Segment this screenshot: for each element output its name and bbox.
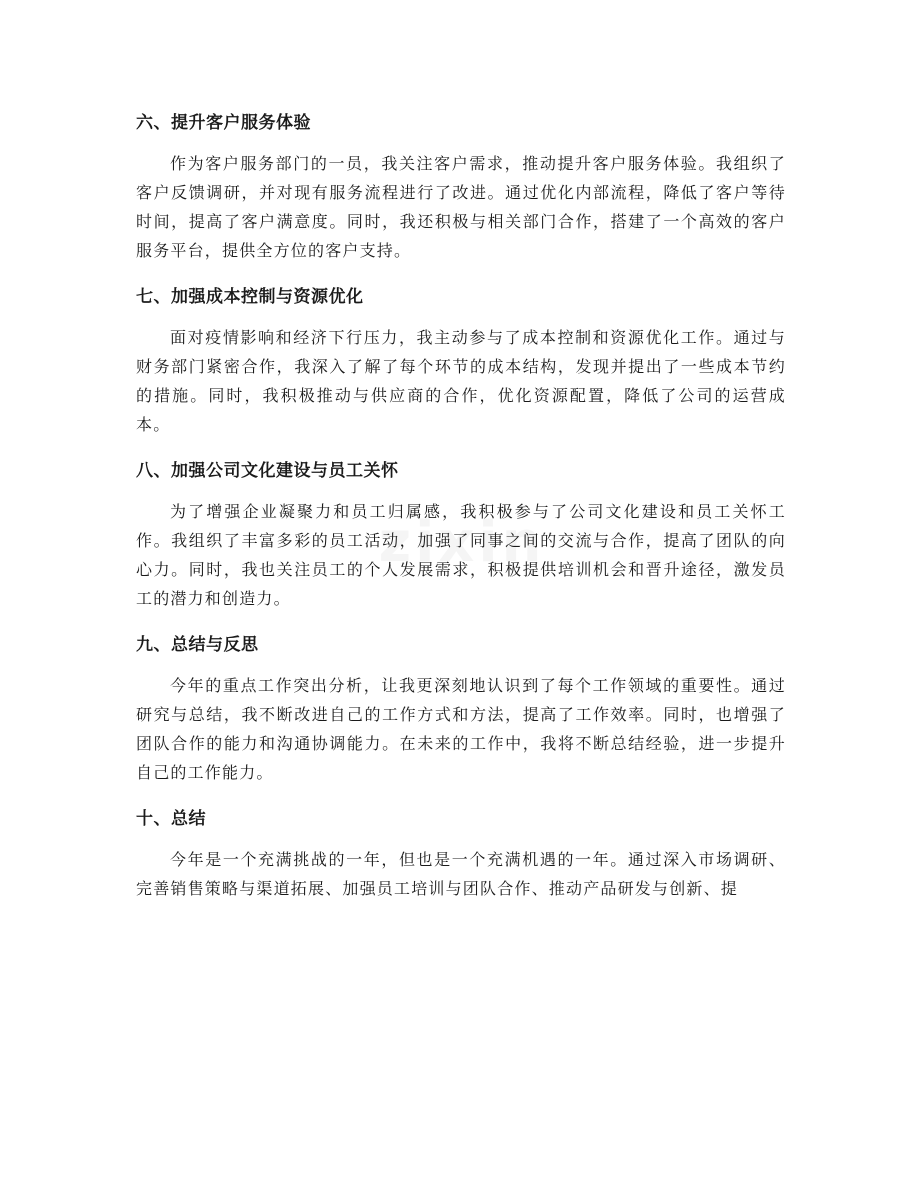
section-7	[136, 282, 786, 439]
section-paragraph: 今年的重点工作突出分析，让我更深刻地认识到了每个工作领域的重要性。通过研究与总结，我不断改进自己的工作方式和方法，提高了工作效率。同时，也增强了团队合作的能力和沟通协调能力。在未来的工作中，我将不断总结经验，进一步提升自己的工作能力。	[136, 676, 786, 782]
section-heading: 九、总结与反思	[136, 635, 259, 655]
section-paragraph: 作为客户服务部门的一员，我关注客户需求，推动提升客户服务体验。我组织了客户反馈调研，并对现有服务流程进行了改进。通过优化内部流程，降低了客户等待时间，提高了客户满意度。同时，我还积极与相关部门合作，搭建了一个高效的客户服务平台，提供全方位的客户支持。	[136, 154, 786, 260]
section-paragraph: 面对疫情影响和经济下行压力，我主动参与了成本控制和资源优化工作。通过与财务部门紧密合作，我深入了解了每个环节的成本结构，发现并提出了一些成本节约的措施。同时，我积极推动与供应商的合作，优化资源配置，降低了公司的运营成本。	[136, 328, 786, 434]
section-heading: 十、总结	[136, 809, 206, 829]
document-content	[136, 108, 786, 920]
section-9	[136, 630, 786, 787]
section-heading: 八、加强公司文化建设与员工关怀	[136, 461, 399, 481]
section-6	[136, 108, 786, 265]
section-paragraph: 为了增强企业凝聚力和员工归属感，我积极参与了公司文化建设和员工关怀工作。我组织了丰富多彩的员工活动，加强了同事之间的交流与合作，提高了团队的向心力。同时，我也关注员工的个人发展需求，积极提供培训机会和晋升途径，激发员工的潜力和创造力。	[136, 502, 786, 608]
section-heading: 六、提升客户服务体验	[136, 113, 311, 133]
section-8	[136, 456, 786, 613]
watermark: zixin	[378, 510, 546, 575]
section-heading: 七、加强成本控制与资源优化	[136, 287, 364, 307]
section-paragraph: 今年是一个充满挑战的一年，但也是一个充满机遇的一年。通过深入市场调研、完善销售策略与渠道拓展、加强员工培训与团队合作、推动产品研发与创新、提	[136, 850, 786, 898]
section-10	[136, 804, 786, 903]
